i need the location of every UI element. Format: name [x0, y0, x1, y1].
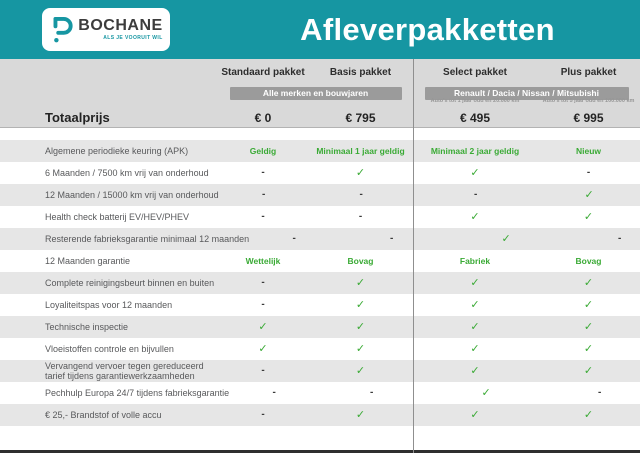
check-icon: ✓ [481, 386, 491, 399]
check-icon: ✓ [583, 298, 594, 311]
value-text: Wettelijk [245, 256, 281, 266]
dash-icon: - [261, 409, 265, 420]
dash-icon: - [261, 277, 265, 288]
row-label: Resterende fabrieksgarantie minimaal 12 maanden [45, 233, 250, 244]
column-header-plus: Plus pakket [560, 67, 617, 78]
row-label: 12 Maanden / 15000 km vrij van onderhoud [45, 189, 219, 200]
check-icon: ✓ [470, 408, 480, 421]
table-row [0, 338, 640, 360]
table-row [0, 316, 640, 338]
column-divider-line [413, 59, 414, 453]
table-row [0, 162, 640, 184]
value-text: Minimaal 2 jaar geldig [430, 146, 520, 156]
check-icon: ✓ [355, 408, 366, 421]
row-label: Algemene periodieke keuring (APK) [45, 145, 189, 156]
logo-text-block [78, 18, 162, 41]
value-text: Geldig [249, 146, 277, 156]
check-icon: ✓ [355, 166, 366, 179]
column-header-standaard: Standaard pakket [221, 67, 305, 78]
check-icon: ✓ [583, 342, 594, 355]
brand-name: BOCHANE [78, 17, 163, 34]
row-label: Technische inspectie [45, 321, 129, 332]
row-label: 12 Maanden garantie [45, 255, 131, 266]
check-icon: ✓ [470, 298, 480, 311]
check-icon: ✓ [355, 298, 366, 311]
row-label: € 25,- Brandstof of volle accu [45, 409, 162, 420]
table-row [0, 382, 640, 404]
brand-tagline: ALS JE VOORUIT WIL [103, 35, 163, 41]
table-row [0, 228, 640, 250]
dash-icon: - [389, 233, 394, 244]
dash-icon: - [261, 189, 266, 200]
dash-icon: - [597, 387, 602, 398]
value-text: Nieuw [575, 146, 602, 156]
dash-icon: - [261, 167, 265, 178]
check-icon: ✓ [470, 276, 480, 289]
check-icon: ✓ [470, 210, 480, 223]
column-header-row [0, 66, 640, 79]
table-row [0, 206, 640, 228]
table-row [0, 140, 640, 162]
dash-icon: - [473, 189, 478, 200]
table-row [0, 360, 640, 382]
check-icon: ✓ [501, 232, 511, 245]
column-header-basis: Basis pakket [329, 67, 392, 78]
check-icon: ✓ [258, 320, 268, 333]
table-row [0, 294, 640, 316]
check-icon: ✓ [355, 276, 366, 289]
dash-icon: - [261, 299, 265, 310]
value-text: Minimaal 1 jaar geldig [316, 146, 405, 156]
row-label: Pechhulp Europa 24/7 tijdens fabrieksgarantie [45, 387, 230, 398]
check-icon: ✓ [470, 166, 480, 179]
value-text: Bovag [575, 256, 602, 266]
check-icon: ✓ [470, 320, 480, 333]
table-row [0, 184, 640, 206]
total-price-row [0, 107, 640, 128]
check-icon: ✓ [583, 210, 594, 223]
check-icon: ✓ [583, 408, 594, 421]
table-row [0, 250, 640, 272]
check-icon: ✓ [355, 342, 366, 355]
bochane-logo [42, 8, 170, 51]
column-note-select: Auto's tot 1 jaar oud en 20.000 km [430, 98, 520, 104]
row-label: 6 Maanden / 7500 km vrij van onderhoud [45, 167, 209, 178]
dash-icon: - [261, 211, 265, 222]
value-text: Fabriek [459, 256, 491, 266]
total-price-label: Totaalprijs [45, 110, 110, 125]
table-row [0, 272, 640, 294]
column-note-plus: Auto's tot 5 jaar oud en 100.000 km [542, 98, 635, 104]
check-icon: ✓ [258, 342, 268, 355]
check-icon: ✓ [470, 342, 480, 355]
check-icon: ✓ [355, 320, 366, 333]
dash-icon: - [586, 167, 591, 178]
badge-span-left [218, 83, 413, 96]
dash-icon: - [292, 233, 296, 244]
price-plus: € 995 [573, 110, 604, 125]
bochane-logo-icon [49, 15, 73, 45]
table-row [0, 404, 640, 426]
bottom-strip [0, 426, 640, 453]
check-icon: ✓ [355, 364, 366, 377]
row-label: Health check batterij EV/HEV/PHEV [45, 211, 190, 222]
group-badge-renault-dacia-nissan-mitsubishi: Renault / Dacia / Nissan / Mitsubishi [425, 87, 629, 100]
badge-span-right [413, 83, 640, 96]
dash-icon: - [617, 233, 622, 244]
package-table-rows [0, 140, 640, 426]
group-badge-all-brands: Alle merken en bouwjaren [230, 87, 402, 100]
dash-icon: - [369, 387, 374, 398]
check-icon: ✓ [583, 276, 594, 289]
header-band [0, 0, 640, 59]
package-header-panel [0, 59, 640, 128]
dash-icon: - [359, 189, 363, 200]
page-title: Afleverpakketten [300, 11, 555, 47]
price-standaard: € 0 [254, 110, 272, 125]
value-text: Bovag [347, 256, 374, 266]
check-icon: ✓ [583, 364, 594, 377]
spacer-row [0, 128, 640, 140]
check-icon: ✓ [583, 320, 594, 333]
group-badge-row [0, 83, 640, 96]
row-label: Complete reinigingsbeurt binnen en buiten [45, 277, 215, 288]
check-icon: ✓ [470, 364, 480, 377]
row-label: Vervangend vervoer tegen gereduceerd tarief tijdens garantiewerkzaamheden [45, 360, 204, 381]
dash-icon: - [272, 387, 276, 398]
price-select: € 495 [459, 110, 491, 125]
row-label: Vloeistoffen controle en bijvullen [45, 343, 174, 354]
price-basis: € 795 [345, 110, 376, 125]
column-header-select: Select pakket [443, 67, 507, 78]
dash-icon: - [358, 211, 363, 222]
row-label: Loyaliteitspas voor 12 maanden [45, 299, 173, 310]
dash-icon: - [261, 365, 265, 376]
check-icon: ✓ [584, 188, 594, 201]
